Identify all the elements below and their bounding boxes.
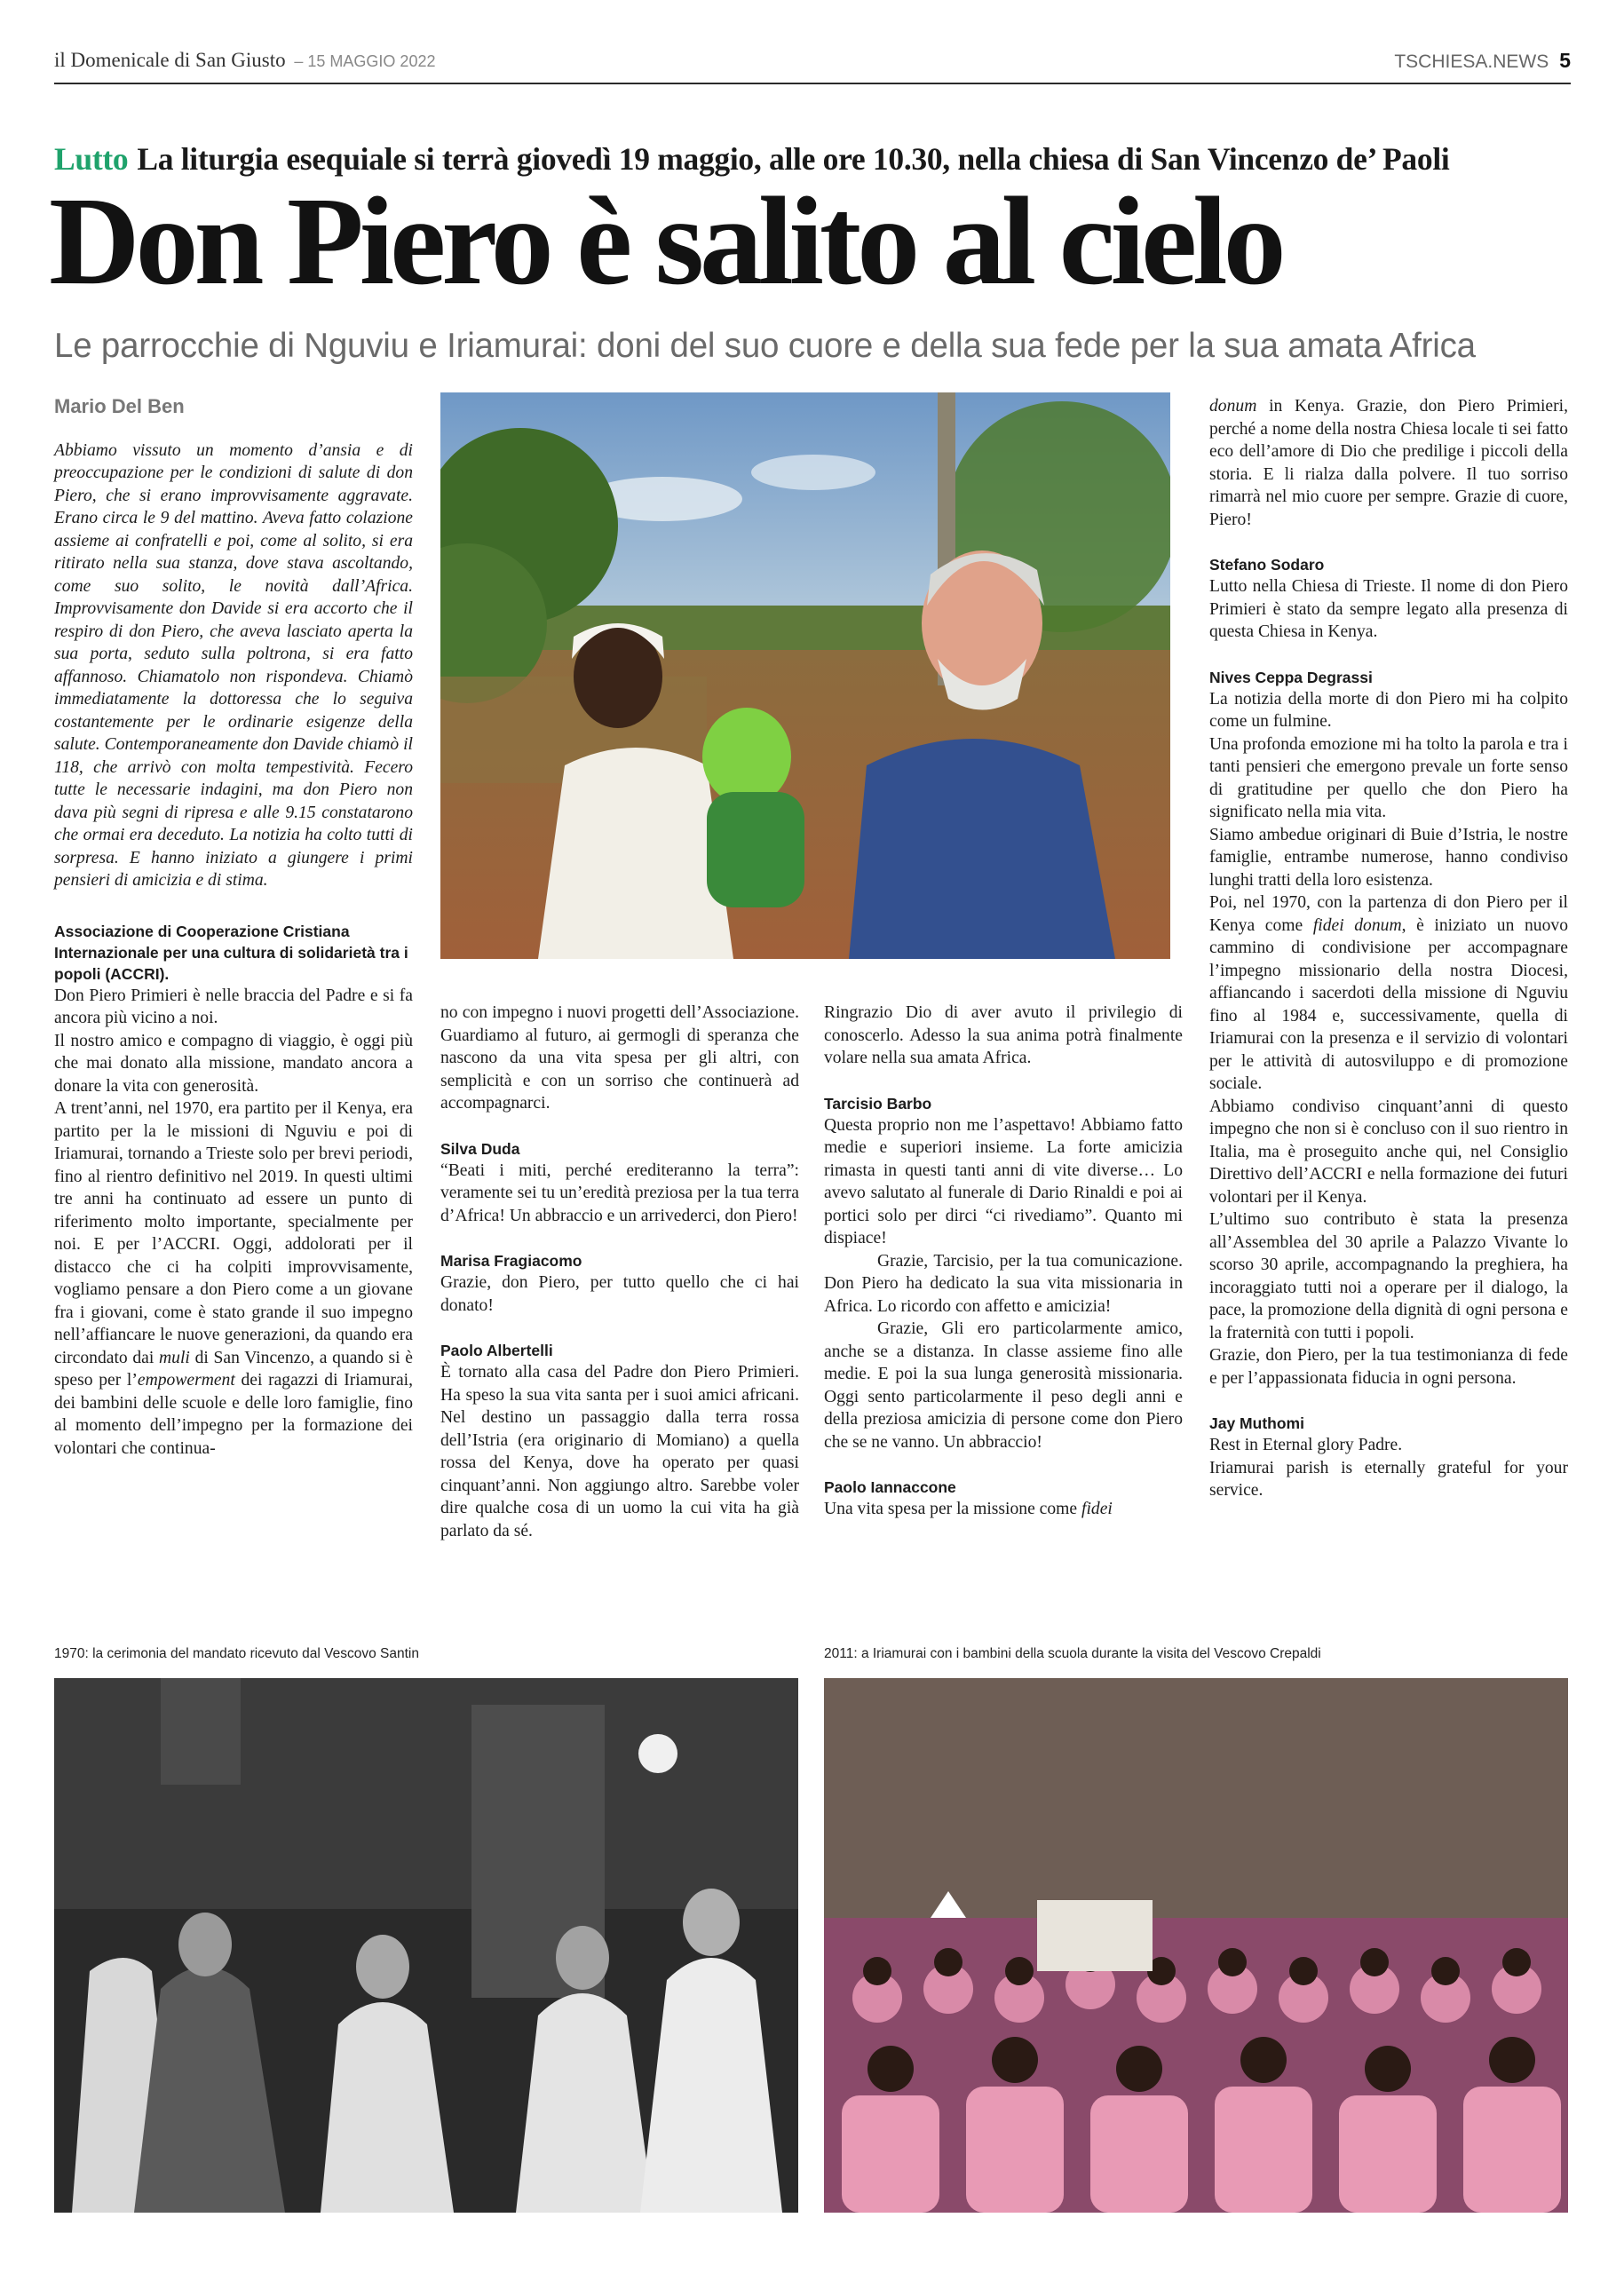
paragraph: Grazie, Tarcisio, per la tua comunicazione. Don Piero ha dedicato la sua vita missionaria in Africa. Lo ricordo con affetto e amicizia!	[824, 1251, 1183, 1316]
paragraph: Ringrazio Dio di aver avuto il privilegio di conoscerlo. Adesso la sua anima potrà finalmente volare nella sua amata Africa.	[824, 1003, 1183, 1067]
italic-term: empowerment	[137, 1371, 235, 1390]
running-header-publication	[54, 49, 435, 72]
photo-don-piero-in-kenya	[440, 392, 1170, 959]
paragraph: Grazie, don Piero, per la tua testimonianza di fede e per l’appassionata fiducia in ogni persona.	[1209, 1346, 1568, 1388]
page-number: 5	[1559, 49, 1571, 72]
column-2	[440, 1002, 799, 1542]
paragraph: Grazie, don Piero, per tutto quello che ci hai donato!	[440, 1273, 799, 1315]
paragraph: Iriamurai parish is eternally grateful for your service.	[1209, 1458, 1568, 1500]
paragraph: Don Piero Primieri è nelle braccia del Padre e si fa ancora più vicino a noi.	[54, 986, 413, 1027]
paragraph: Grazie, Gli ero particolarmente amico, anche se a distanza. In classe assieme fino alle medie. E poi la sua lunga generosità missionaria. Oggi sento particolarmente il peso degli anni e della preziosa amicizia di persone come don Piero che se ne vanno. Un abbraccio!	[824, 1319, 1183, 1452]
paragraph: no con impegno i nuovi progetti dell’Associazione. Guardiamo al futuro, ai germogli di speranza che nascono da una vita spesa per gli altri, con semplicità e con un sorriso che continuerà ad accompagnarci.	[440, 1003, 799, 1113]
column-3	[824, 1002, 1183, 1521]
issue-date: – 15 MAGGIO 2022	[294, 52, 436, 70]
signature: Jay Muthomi	[1209, 1414, 1304, 1432]
signature: Tarcisio Barbo	[824, 1094, 932, 1113]
publication-name: il Domenicale di San Giusto	[54, 49, 286, 71]
column-4	[1209, 395, 1568, 1502]
paragraph: donum in Kenya. Grazie, don Piero Primieri, perché a nome della nostra Chiesa locale ti sei fatto eco dell’amore di Dio che predilige i piccoli della storia. E li rialza dalla polvere. Il tuo sorriso rimarrà nel mio cuore per sempre. Grazie di cuore, Piero!	[1209, 397, 1568, 529]
paragraph: Una vita spesa per la missione come fidei	[824, 1500, 1113, 1518]
kicker-text: La liturgia esequiale si terrà giovedì 19 maggio, alle ore 10.30, nella chiesa di San Vincenzo de’ Paoli	[137, 141, 1450, 177]
paragraph: Poi, nel 1970, con la partenza di don Piero per il Kenya come fidei donum, è iniziato un nuovo cammino di condivisione per accompagnare l’impegno missionario della nostra Diocesi, affiancando i sacerdoti della missione di Nguviu fino al 1984 e, successivamente, quella di Iriamurai con la presenza e il servizio di volontari per le attività di autosviluppo e di promozione sociale.	[1209, 893, 1568, 1093]
subheadline: Le parrocchie di Nguviu e Iriamurai: doni del suo cuore e della sua fede per la sua amata Africa	[54, 327, 1476, 365]
italic-term: muli	[159, 1348, 190, 1367]
paragraph: Il nostro amico e compagno di viaggio, è oggi più che mai donato alla missione, mandato ancora a donare la vita con generosità.	[54, 1031, 413, 1096]
paragraph: Rest in Eternal glory Padre.	[1209, 1436, 1403, 1454]
lead-paragraph: Abbiamo vissuto un momento d’ansia e di preoccupazione per le condizioni di salute di don Piero, che si erano improvvisamente aggravate. Erano circa le 9 del mattino. Aveva fatto colazione assieme ai confratelli e poi, come al solito, si era ritirato nella sua stanza, dove stava ascoltando, come suo solito, le novità dall’Africa. Improvvisamente don Davide si era accorto che il respiro di don Piero, che aveva lasciato aperta la sua porta, seduto sulla poltrona, si era fatto affannoso. Chiamatolo non rispondeva. Chiamò immediatamente la dottoressa che lo seguiva costantemente per le ordinarie esigenze della salute. Contemporaneamente don Davide chiamò il 118, che arrivò con molta tempestività. Fecero tutte le necessarie indagini, ma don Piero non dava più segni di ripresa e alle 9.15 constatarono che ormai era deceduto. La notizia ha colto tutti di sorpresa. E hanno iniziato a giungere i primi pensieri di amicizia e di stima.	[54, 440, 413, 890]
photo-1970-ceremony	[54, 1678, 798, 2213]
signature: Paolo Iannaccone	[824, 1478, 956, 1496]
site-name: TSCHIESA.NEWS	[1394, 51, 1549, 72]
signature: Marisa Fragiacomo	[440, 1252, 582, 1270]
paragraph: La notizia della morte di don Piero mi ha colpito come un fulmine.	[1209, 689, 1568, 731]
paragraph: Abbiamo condiviso cinquant’anni di questo impegno che non si è concluso con il suo rientro in Italia, ma è proseguito anche qui, nel Consiglio Direttivo dell’ACCRI e nella formazione dei futuri volontari per il Kenya.	[1209, 1097, 1568, 1207]
signature: Paolo Albertelli	[440, 1342, 553, 1359]
photo-illustration	[440, 392, 1170, 959]
caption-left-photo: 1970: la cerimonia del mandato ricevuto dal Vescovo Santin	[54, 1646, 419, 1661]
italic-term: fidei donum	[1312, 915, 1402, 935]
kicker-tag: Lutto	[54, 141, 129, 177]
header-rule	[54, 83, 1571, 84]
signature: Stefano Sodaro	[1209, 556, 1325, 574]
photo-illustration	[54, 1678, 798, 2213]
paragraph: Una profonda emozione mi ha tolto la parola e tra i tanti pensieri che emergono prevale un forte senso di gratitudine per quello che don Piero ha significato nella mia vita.	[1209, 734, 1568, 821]
caption-right-photo: 2011: a Iriamurai con i bambini della scuola durante la visita del Vescovo Crepaldi	[824, 1646, 1321, 1661]
byline: Mario Del Ben	[54, 395, 185, 417]
paragraph: Siamo ambedue originari di Buie d’Istria, le nostre famiglie, entrambe numerose, hanno condiviso lunghi tratti della loro esistenza.	[1209, 825, 1568, 890]
paragraph: Questa proprio non me l’aspettavo! Abbiamo fatto medie e superiori insieme. La forte amicizia rimasta in questi tanti anni di vite diverse… Lo avevo salutato al funerale di Dario Rinaldi e poi ai portici solo per dirci “ci rivediamo”. Quanto mi dispiace!	[824, 1115, 1183, 1247]
running-header-site	[1394, 49, 1571, 73]
signature-accri: Associazione di Cooperazione Cristiana Internazionale per una cultura di solidarietà tra i popoli (ACCRI).	[54, 922, 408, 983]
paragraph: L’ultimo suo contributo è stata la presenza all’Assemblea del 30 aprile a Palazzo Vivante lo scorso 30 aprile, accompagnando la preghiera, ha incoraggiato tutti noi a operare per il dialogo, la pace, la promozione della dignità di ogni persona e la fraternità con tutti i popoli.	[1209, 1210, 1568, 1342]
paragraph: Lutto nella Chiesa di Trieste. Il nome di don Piero Primieri è stato da sempre legato alla presenza di questa Chiesa in Kenya.	[1209, 577, 1568, 641]
paragraph: A trent’anni, nel 1970, era partito per il Kenya, era partito per la le missioni di Nguviu e poi di Iriamurai, tornando a Trieste solo per brevi periodi, fino al rientro definitivo nel 2019. In questi ultimi tre anni ha continuato ad essere un punto di riferimento molto importante, specialmente per noi. E per l’ACCRI. Oggi, addolorati per il distacco che ci ha colpiti improvvisamente, vogliamo pensare a don Piero come a un giovane fra i giovani, come è stato grande il suo impegno nell’affiancare le nuove generazioni, da quando era circondato dai muli di San Vincenzo, a quando si è speso per l’empowerment dei ragazzi di Iriamurai, dei bambini delle scuole e delle loro famiglie, fino al momento dell’impegno per la formazione dei volontari che continua-	[54, 1099, 413, 1458]
paragraph: È tornato alla casa del Padre don Piero Primieri. Ha speso la sua vita santa per i suoi amici africani. Nel destino un passaggio dalla terra rossa dell’Istria (era originario di Momiano) a quella rossa del Kenya, dove ha operato per quasi cinquant’anni. Non aggiungo altro. Sarebbe voler dire qualche cosa di un uomo la cui vita ha già parlato da sé.	[440, 1363, 799, 1540]
signature: Nives Ceppa Degrassi	[1209, 668, 1373, 686]
signature: Silva Duda	[440, 1139, 520, 1158]
italic-term: fidei	[1081, 1500, 1113, 1518]
italic-term: donum	[1209, 397, 1257, 416]
photo-2011-iriamurai-school	[824, 1678, 1568, 2213]
headline: Don Piero è salito al cielo	[49, 170, 1282, 311]
paragraph: “Beati i miti, perché erediteranno la terra”: veramente sei tu un’eredità preziosa per la tua terra d’Africa! Un abbraccio e un arrivederci, don Piero!	[440, 1160, 799, 1225]
column-1	[54, 395, 413, 1460]
photo-illustration	[824, 1678, 1568, 2213]
